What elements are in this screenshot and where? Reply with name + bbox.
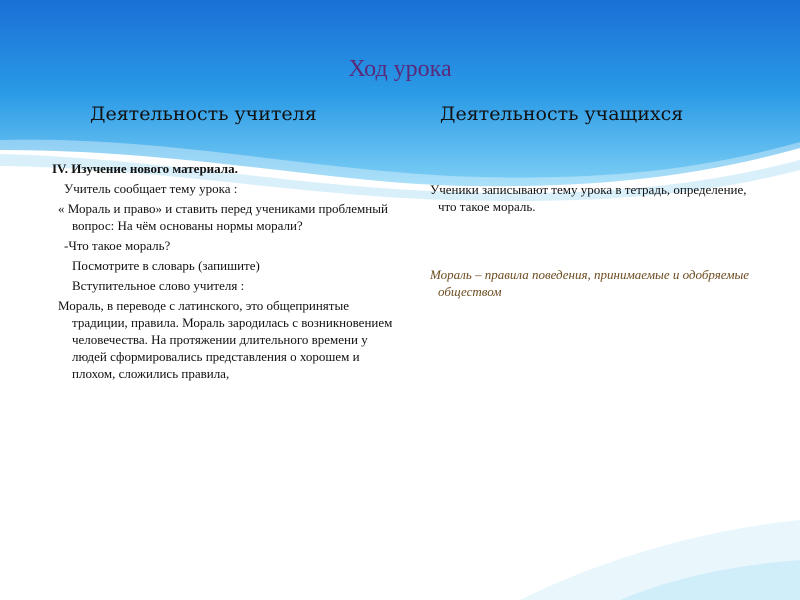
- students-paragraph-1: Ученики записывают тему урока в тетрадь, определение, что такое мораль.: [430, 182, 747, 214]
- teacher-activity-text: [40, 160, 400, 385]
- teacher-paragraph-2: « Мораль и право» и ставить перед учениками проблемный вопрос: На чём основаны нормы морали?: [58, 201, 388, 233]
- students-column-heading: Деятельность учащихся: [440, 103, 684, 125]
- teacher-paragraph-4: Посмотрите в словарь (запишите): [72, 258, 260, 273]
- teacher-column-heading: Деятельность учителя: [90, 103, 317, 125]
- section-heading: IV. Изучение нового материала.: [52, 161, 238, 176]
- teacher-paragraph-3: -Что такое мораль?: [64, 238, 171, 253]
- students-activity-text: [430, 181, 760, 215]
- teacher-paragraph-5: Вступительное слово учителя :: [72, 278, 245, 293]
- morality-definition: [430, 266, 760, 300]
- slide-title: Ход урока: [348, 56, 452, 82]
- teacher-paragraph-6: Мораль, в переводе с латинского, это общепринятые традиции, правила. Мораль зародилась с возникновением человечества. На протяжении длительного времени у людей сформировались представления о хорошем и плохом, сложились правила,: [58, 298, 393, 381]
- students-paragraph-2: Мораль – правила поведения, принимаемые и одобряемые обществом: [430, 267, 750, 299]
- teacher-paragraph-1: Учитель сообщает тему урока :: [64, 181, 238, 196]
